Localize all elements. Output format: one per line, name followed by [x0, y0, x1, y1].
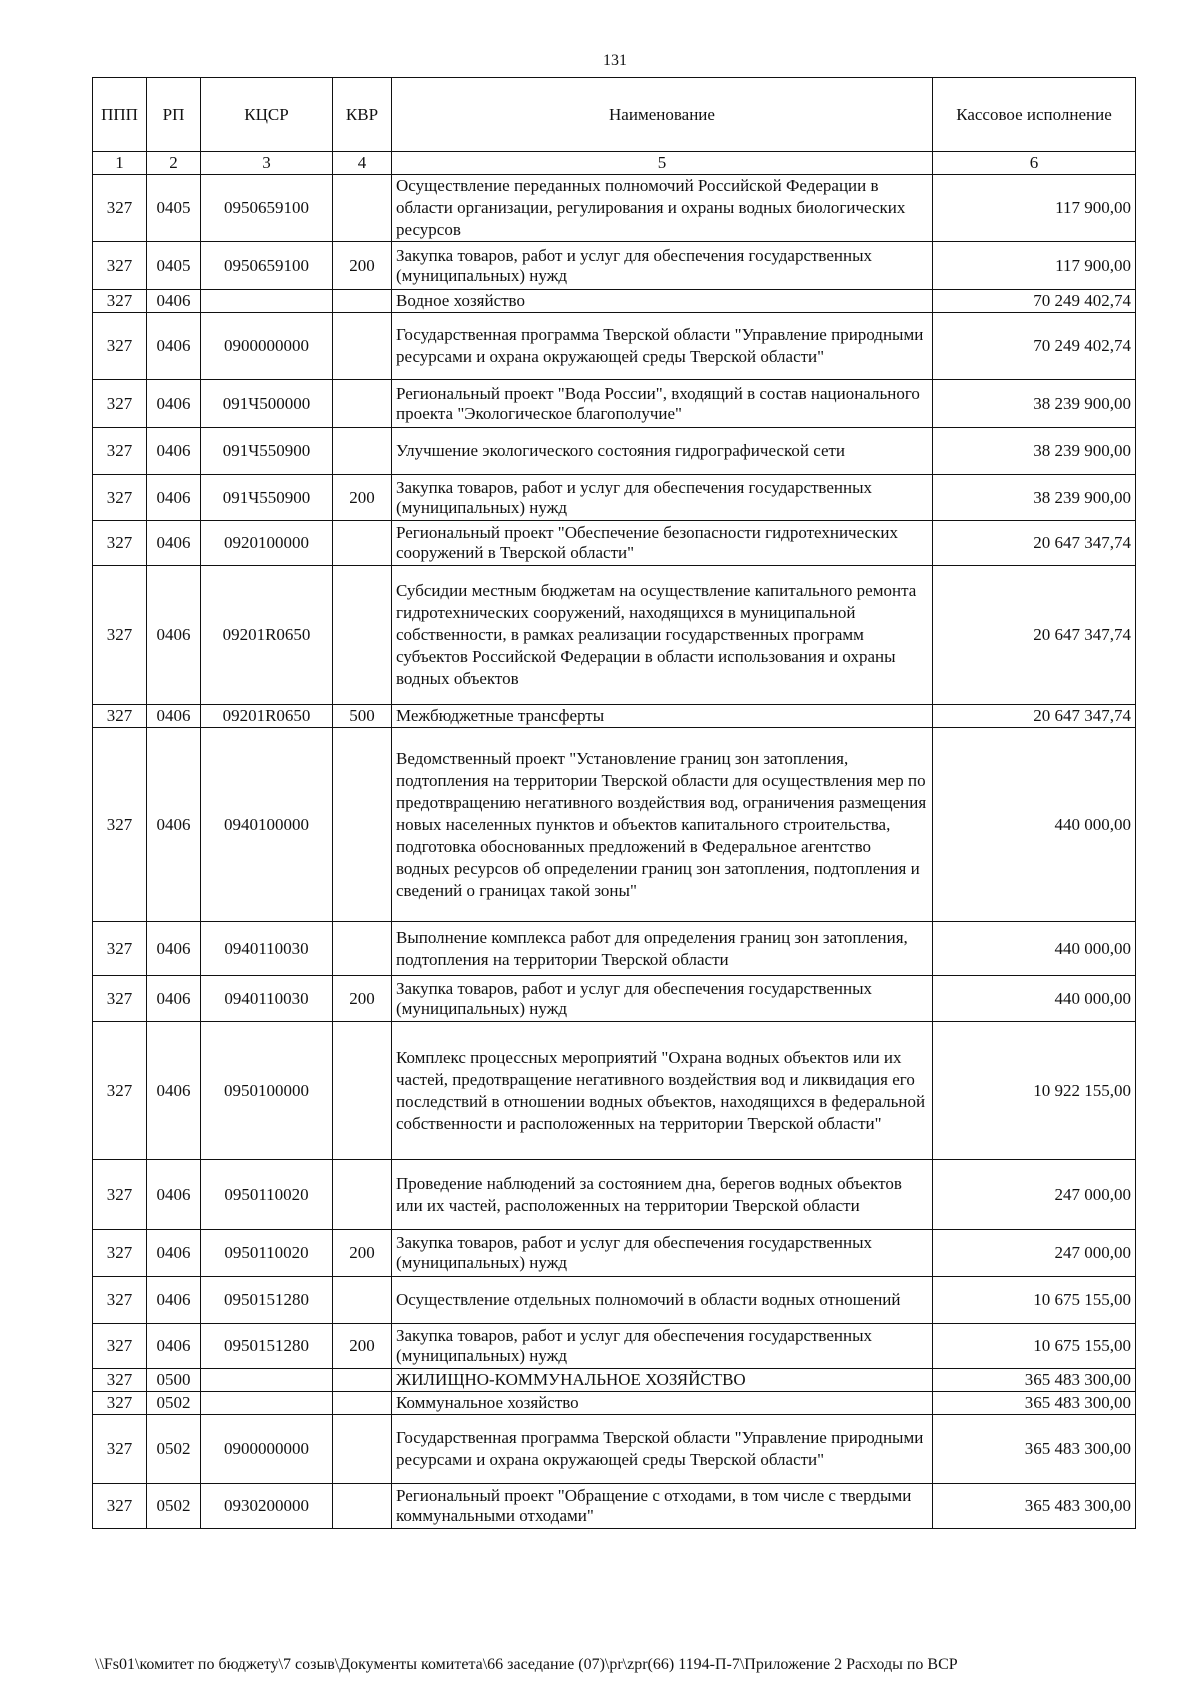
cell-ppp: 327: [93, 1160, 147, 1230]
cell-name: Водное хозяйство: [392, 290, 933, 313]
cell-name: Выполнение комплекса работ для определения границ зон затопления, подтопления на территории Тверской области: [392, 922, 933, 976]
cell-kcsr: 091Ч550900: [201, 475, 333, 521]
cell-rp: 0406: [147, 922, 201, 976]
table-row: [93, 1022, 1136, 1160]
cell-rp: 0406: [147, 1277, 201, 1324]
col-number: 1: [93, 152, 147, 175]
cell-rp: 0406: [147, 976, 201, 1022]
col-number: 3: [201, 152, 333, 175]
cell-name: Комплекс процессных мероприятий "Охрана водных объектов или их частей, предотвращение негативного воздействия вод и ликвидация его последствий в отношении водных объектов, находящихся в федеральной собственности и расположенных на территории Тверской области": [392, 1022, 933, 1160]
cell-amount: 38 239 900,00: [933, 475, 1136, 521]
cell-ppp: 327: [93, 313, 147, 380]
cell-kvr: 200: [333, 976, 392, 1022]
cell-amount: 20 647 347,74: [933, 566, 1136, 705]
cell-kcsr: [201, 1392, 333, 1415]
cell-kvr: [333, 313, 392, 380]
cell-kcsr: 0940110030: [201, 922, 333, 976]
cell-rp: 0405: [147, 175, 201, 242]
cell-ppp: 327: [93, 922, 147, 976]
cell-amount: 365 483 300,00: [933, 1369, 1136, 1392]
cell-ppp: 327: [93, 566, 147, 705]
page-number: 131: [603, 52, 627, 69]
table-row: [93, 1324, 1136, 1369]
cell-name: Межбюджетные трансферты: [392, 705, 933, 728]
cell-kcsr: 0940100000: [201, 728, 333, 922]
cell-rp: 0406: [147, 1324, 201, 1369]
cell-kcsr: 091Ч500000: [201, 380, 333, 428]
cell-kcsr: 0900000000: [201, 313, 333, 380]
cell-amount: 117 900,00: [933, 175, 1136, 242]
table-row: [93, 1415, 1136, 1484]
cell-ppp: 327: [93, 705, 147, 728]
cell-amount: 10 675 155,00: [933, 1324, 1136, 1369]
cell-rp: 0406: [147, 566, 201, 705]
cell-rp: 0406: [147, 1160, 201, 1230]
cell-kvr: [333, 922, 392, 976]
cell-ppp: 327: [93, 1392, 147, 1415]
table-row: [93, 1230, 1136, 1277]
cell-name: Субсидии местным бюджетам на осуществление капитального ремонта гидротехнических сооружений, находящихся в муниципальной собственности, в рамках реализации государственных программ субъектов Российской Федерации в области использования и охраны водных объектов: [392, 566, 933, 705]
cell-kvr: [333, 521, 392, 566]
cell-kcsr: 0950659100: [201, 175, 333, 242]
cell-rp: 0406: [147, 475, 201, 521]
cell-ppp: 327: [93, 175, 147, 242]
cell-ppp: 327: [93, 521, 147, 566]
cell-amount: 38 239 900,00: [933, 428, 1136, 475]
cell-rp: 0405: [147, 242, 201, 290]
cell-amount: 365 483 300,00: [933, 1392, 1136, 1415]
cell-kcsr: 0950110020: [201, 1160, 333, 1230]
cell-ppp: 327: [93, 1324, 147, 1369]
table-row: [93, 290, 1136, 313]
cell-name: Закупка товаров, работ и услуг для обеспечения государственных (муниципальных) нужд: [392, 1324, 933, 1369]
cell-kvr: 200: [333, 242, 392, 290]
table-row: [93, 1369, 1136, 1392]
cell-rp: 0406: [147, 521, 201, 566]
cell-kcsr: 09201R0650: [201, 705, 333, 728]
cell-kvr: [333, 175, 392, 242]
cell-kvr: 200: [333, 1324, 392, 1369]
cell-amount: 10 922 155,00: [933, 1022, 1136, 1160]
col-number: 2: [147, 152, 201, 175]
table-row: [93, 313, 1136, 380]
cell-ppp: 327: [93, 475, 147, 521]
cell-name: Региональный проект "Обращение с отходами, в том числе с твердыми коммунальными отходами": [392, 1484, 933, 1529]
cell-rp: 0406: [147, 380, 201, 428]
cell-name: Государственная программа Тверской области "Управление природными ресурсами и охрана окружающей среды Тверской области": [392, 313, 933, 380]
cell-amount: 247 000,00: [933, 1230, 1136, 1277]
cell-name: Коммунальное хозяйство: [392, 1392, 933, 1415]
col-header-kvr: КВР: [333, 78, 392, 152]
cell-amount: 38 239 900,00: [933, 380, 1136, 428]
table-row: [93, 1160, 1136, 1230]
cell-rp: 0406: [147, 290, 201, 313]
cell-kvr: [333, 566, 392, 705]
col-header-kcsr: КЦСР: [201, 78, 333, 152]
cell-amount: 365 483 300,00: [933, 1415, 1136, 1484]
cell-kvr: [333, 380, 392, 428]
col-header-ppp: ППП: [93, 78, 147, 152]
cell-kcsr: 0940110030: [201, 976, 333, 1022]
cell-kcsr: 09201R0650: [201, 566, 333, 705]
cell-amount: 440 000,00: [933, 728, 1136, 922]
cell-kvr: 500: [333, 705, 392, 728]
header-row: [93, 78, 1136, 152]
cell-name: Ведомственный проект "Установление границ зон затопления, подтопления на территории Тверской области для осуществления мер по предотвращению негативного воздействия вод, ограничения размещения новых населенных пунктов и объектов капитального строительства, подготовка обоснованных предложений в Федеральное агентство водных ресурсов об определении границ зон затопления, подтопления и сведений о границах такой зоны": [392, 728, 933, 922]
col-header-name: Наименование: [392, 78, 933, 152]
cell-rp: 0502: [147, 1484, 201, 1529]
cell-amount: 365 483 300,00: [933, 1484, 1136, 1529]
table-row: [93, 1277, 1136, 1324]
cell-kvr: 200: [333, 1230, 392, 1277]
cell-rp: 0406: [147, 1230, 201, 1277]
cell-name: Осуществление переданных полномочий Российской Федерации в области организации, регулирования и охраны водных биологических ресурсов: [392, 175, 933, 242]
cell-kvr: [333, 1369, 392, 1392]
cell-ppp: 327: [93, 380, 147, 428]
table-row: [93, 475, 1136, 521]
cell-ppp: 327: [93, 1369, 147, 1392]
col-number: 5: [392, 152, 933, 175]
table-row: [93, 1392, 1136, 1415]
cell-ppp: 327: [93, 428, 147, 475]
cell-amount: 440 000,00: [933, 976, 1136, 1022]
table-row: [93, 705, 1136, 728]
cell-ppp: 327: [93, 976, 147, 1022]
cell-ppp: 327: [93, 1484, 147, 1529]
cell-rp: 0502: [147, 1392, 201, 1415]
cell-name: ЖИЛИЩНО-КОММУНАЛЬНОЕ ХОЗЯЙСТВО: [392, 1369, 933, 1392]
column-number-row: [93, 152, 1136, 175]
cell-kcsr: 091Ч550900: [201, 428, 333, 475]
cell-kvr: [333, 1392, 392, 1415]
cell-rp: 0406: [147, 428, 201, 475]
cell-kvr: [333, 1277, 392, 1324]
budget-expenditure-table: [92, 77, 1136, 1529]
cell-kcsr: [201, 290, 333, 313]
cell-kvr: [333, 728, 392, 922]
table-row: [93, 428, 1136, 475]
cell-kvr: [333, 1160, 392, 1230]
cell-ppp: 327: [93, 1022, 147, 1160]
cell-kvr: [333, 290, 392, 313]
cell-name: Региональный проект "Вода России", входящий в состав национального проекта "Экологическое благополучие": [392, 380, 933, 428]
cell-kcsr: 0930200000: [201, 1484, 333, 1529]
cell-ppp: 327: [93, 1415, 147, 1484]
cell-ppp: 327: [93, 728, 147, 922]
cell-amount: 20 647 347,74: [933, 521, 1136, 566]
cell-rp: 0500: [147, 1369, 201, 1392]
table-row: [93, 521, 1136, 566]
cell-kcsr: 0950151280: [201, 1324, 333, 1369]
cell-ppp: 327: [93, 1277, 147, 1324]
footer-file-path: \\Fs01\комитет по бюджету\7 созыв\Документы комитета\66 заседание (07)\pr\zpr(66) 1194-П-7\Приложение 2 Расходы по ВСР: [95, 1656, 958, 1673]
cell-ppp: 327: [93, 242, 147, 290]
table-row: [93, 1484, 1136, 1529]
col-header-rp: РП: [147, 78, 201, 152]
cell-name: Закупка товаров, работ и услуг для обеспечения государственных (муниципальных) нужд: [392, 242, 933, 290]
cell-rp: 0406: [147, 313, 201, 380]
cell-ppp: 327: [93, 1230, 147, 1277]
cell-rp: 0406: [147, 705, 201, 728]
cell-name: Государственная программа Тверской области "Управление природными ресурсами и охрана окружающей среды Тверской области": [392, 1415, 933, 1484]
table-row: [93, 242, 1136, 290]
cell-kcsr: 0900000000: [201, 1415, 333, 1484]
cell-kcsr: [201, 1369, 333, 1392]
cell-name: Улучшение экологического состояния гидрографической сети: [392, 428, 933, 475]
table-row: [93, 175, 1136, 242]
cell-amount: 247 000,00: [933, 1160, 1136, 1230]
cell-kvr: [333, 1484, 392, 1529]
cell-kvr: [333, 1415, 392, 1484]
table-row: [93, 728, 1136, 922]
cell-amount: 117 900,00: [933, 242, 1136, 290]
col-header-amount: Кассовое исполнение: [933, 78, 1136, 152]
cell-kvr: [333, 1022, 392, 1160]
cell-rp: 0406: [147, 728, 201, 922]
cell-name: Проведение наблюдений за состоянием дна, берегов водных объектов или их частей, расположенных на территории Тверской области: [392, 1160, 933, 1230]
col-number: 4: [333, 152, 392, 175]
table-row: [93, 566, 1136, 705]
cell-name: Закупка товаров, работ и услуг для обеспечения государственных (муниципальных) нужд: [392, 475, 933, 521]
cell-amount: 20 647 347,74: [933, 705, 1136, 728]
cell-ppp: 327: [93, 290, 147, 313]
cell-kcsr: 0950659100: [201, 242, 333, 290]
cell-name: Закупка товаров, работ и услуг для обеспечения государственных (муниципальных) нужд: [392, 1230, 933, 1277]
table-row: [93, 976, 1136, 1022]
cell-amount: 10 675 155,00: [933, 1277, 1136, 1324]
cell-kvr: [333, 428, 392, 475]
cell-kcsr: 0950110020: [201, 1230, 333, 1277]
cell-kcsr: 0950151280: [201, 1277, 333, 1324]
table-row: [93, 922, 1136, 976]
cell-name: Осуществление отдельных полномочий в области водных отношений: [392, 1277, 933, 1324]
cell-amount: 70 249 402,74: [933, 313, 1136, 380]
cell-amount: 440 000,00: [933, 922, 1136, 976]
cell-kcsr: 0920100000: [201, 521, 333, 566]
cell-rp: 0502: [147, 1415, 201, 1484]
col-number: 6: [933, 152, 1136, 175]
cell-name: Региональный проект "Обеспечение безопасности гидротехнических сооружений в Тверской области": [392, 521, 933, 566]
cell-kcsr: 0950100000: [201, 1022, 333, 1160]
cell-name: Закупка товаров, работ и услуг для обеспечения государственных (муниципальных) нужд: [392, 976, 933, 1022]
cell-kvr: 200: [333, 475, 392, 521]
table-row: [93, 380, 1136, 428]
cell-amount: 70 249 402,74: [933, 290, 1136, 313]
cell-rp: 0406: [147, 1022, 201, 1160]
